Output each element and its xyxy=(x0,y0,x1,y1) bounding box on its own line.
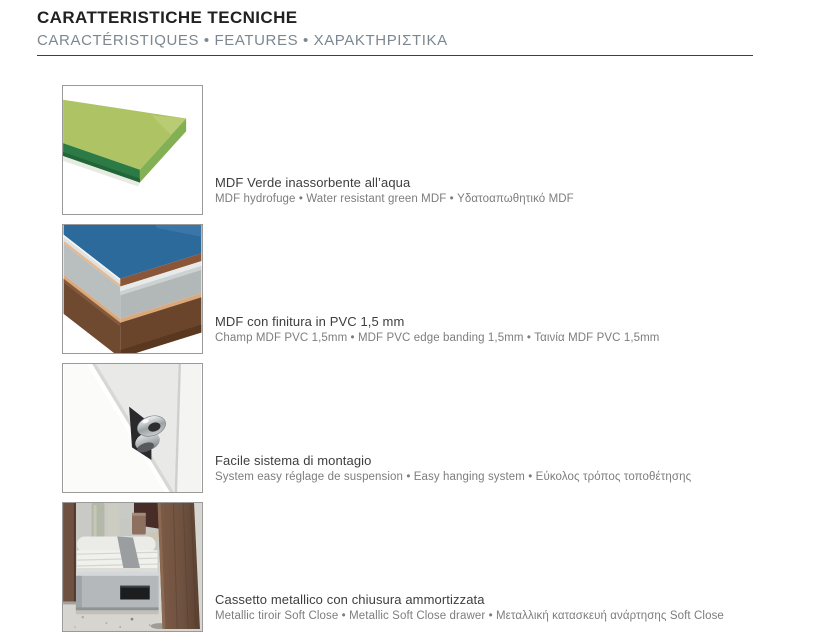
feature-subtitle: Metallic tiroir Soft Close • Metallic Soft Close drawer • Μεταλλική κατασκευή ανάρτησης Soft Close xyxy=(215,610,724,622)
feature-row-green-mdf xyxy=(62,85,802,215)
feature-subtitle: System easy réglage de suspension • Easy hanging system • Εύκολος τρόπος τοποθέτησης xyxy=(215,471,692,483)
left-cabinet-side xyxy=(63,503,76,604)
feature-subtitle: Champ MDF PVC 1,5mm • MDF PVC edge banding 1,5mm • Ταινία MDF PVC 1,5mm xyxy=(215,332,660,344)
pvc-edge-corner-illustration xyxy=(63,225,202,353)
feature-subtitle: MDF hydrofuge • Water resistant green MDF • Υδατοαπωθητικό MDF xyxy=(215,193,574,205)
page-subtitle: CARACTÉRISTIQUES • FEATURES • ΧΑΡΑΚΤΗΡΙΣΤΙΚΑ xyxy=(37,32,448,49)
feature-image-water-resistant-mdf xyxy=(62,85,203,215)
features-list xyxy=(62,85,802,641)
feature-row-hanging-system xyxy=(62,363,802,493)
feature-title: Facile sistema di montagio xyxy=(215,453,372,468)
towels xyxy=(77,536,158,571)
feature-caption xyxy=(215,592,724,632)
soft-close-drawer-illustration xyxy=(63,503,202,631)
feature-caption xyxy=(215,453,691,493)
page-header xyxy=(37,7,753,51)
feature-image-pvc-edge-banding xyxy=(62,224,203,354)
page-title: CARATTERISTICHE TECNICHE xyxy=(37,8,298,27)
feature-row-pvc-edge xyxy=(62,224,802,354)
feature-title: MDF con finitura in PVC 1,5 mm xyxy=(215,314,405,329)
hanging-bracket-illustration xyxy=(63,364,202,492)
metal-drawer-box xyxy=(76,572,159,614)
drawer-handle-recess xyxy=(120,586,150,600)
green-mdf-board-illustration xyxy=(63,86,202,214)
feature-image-soft-close-drawer xyxy=(62,502,203,632)
feature-image-hanging-system xyxy=(62,363,203,493)
feature-caption xyxy=(215,175,574,215)
feature-title: Cassetto metallico con chiusura ammortizzata xyxy=(215,592,485,607)
feature-title: MDF Verde inassorbente all’aqua xyxy=(215,175,411,190)
feature-row-soft-close-drawer xyxy=(62,502,802,632)
header-divider xyxy=(37,55,753,56)
feature-caption xyxy=(215,314,660,354)
